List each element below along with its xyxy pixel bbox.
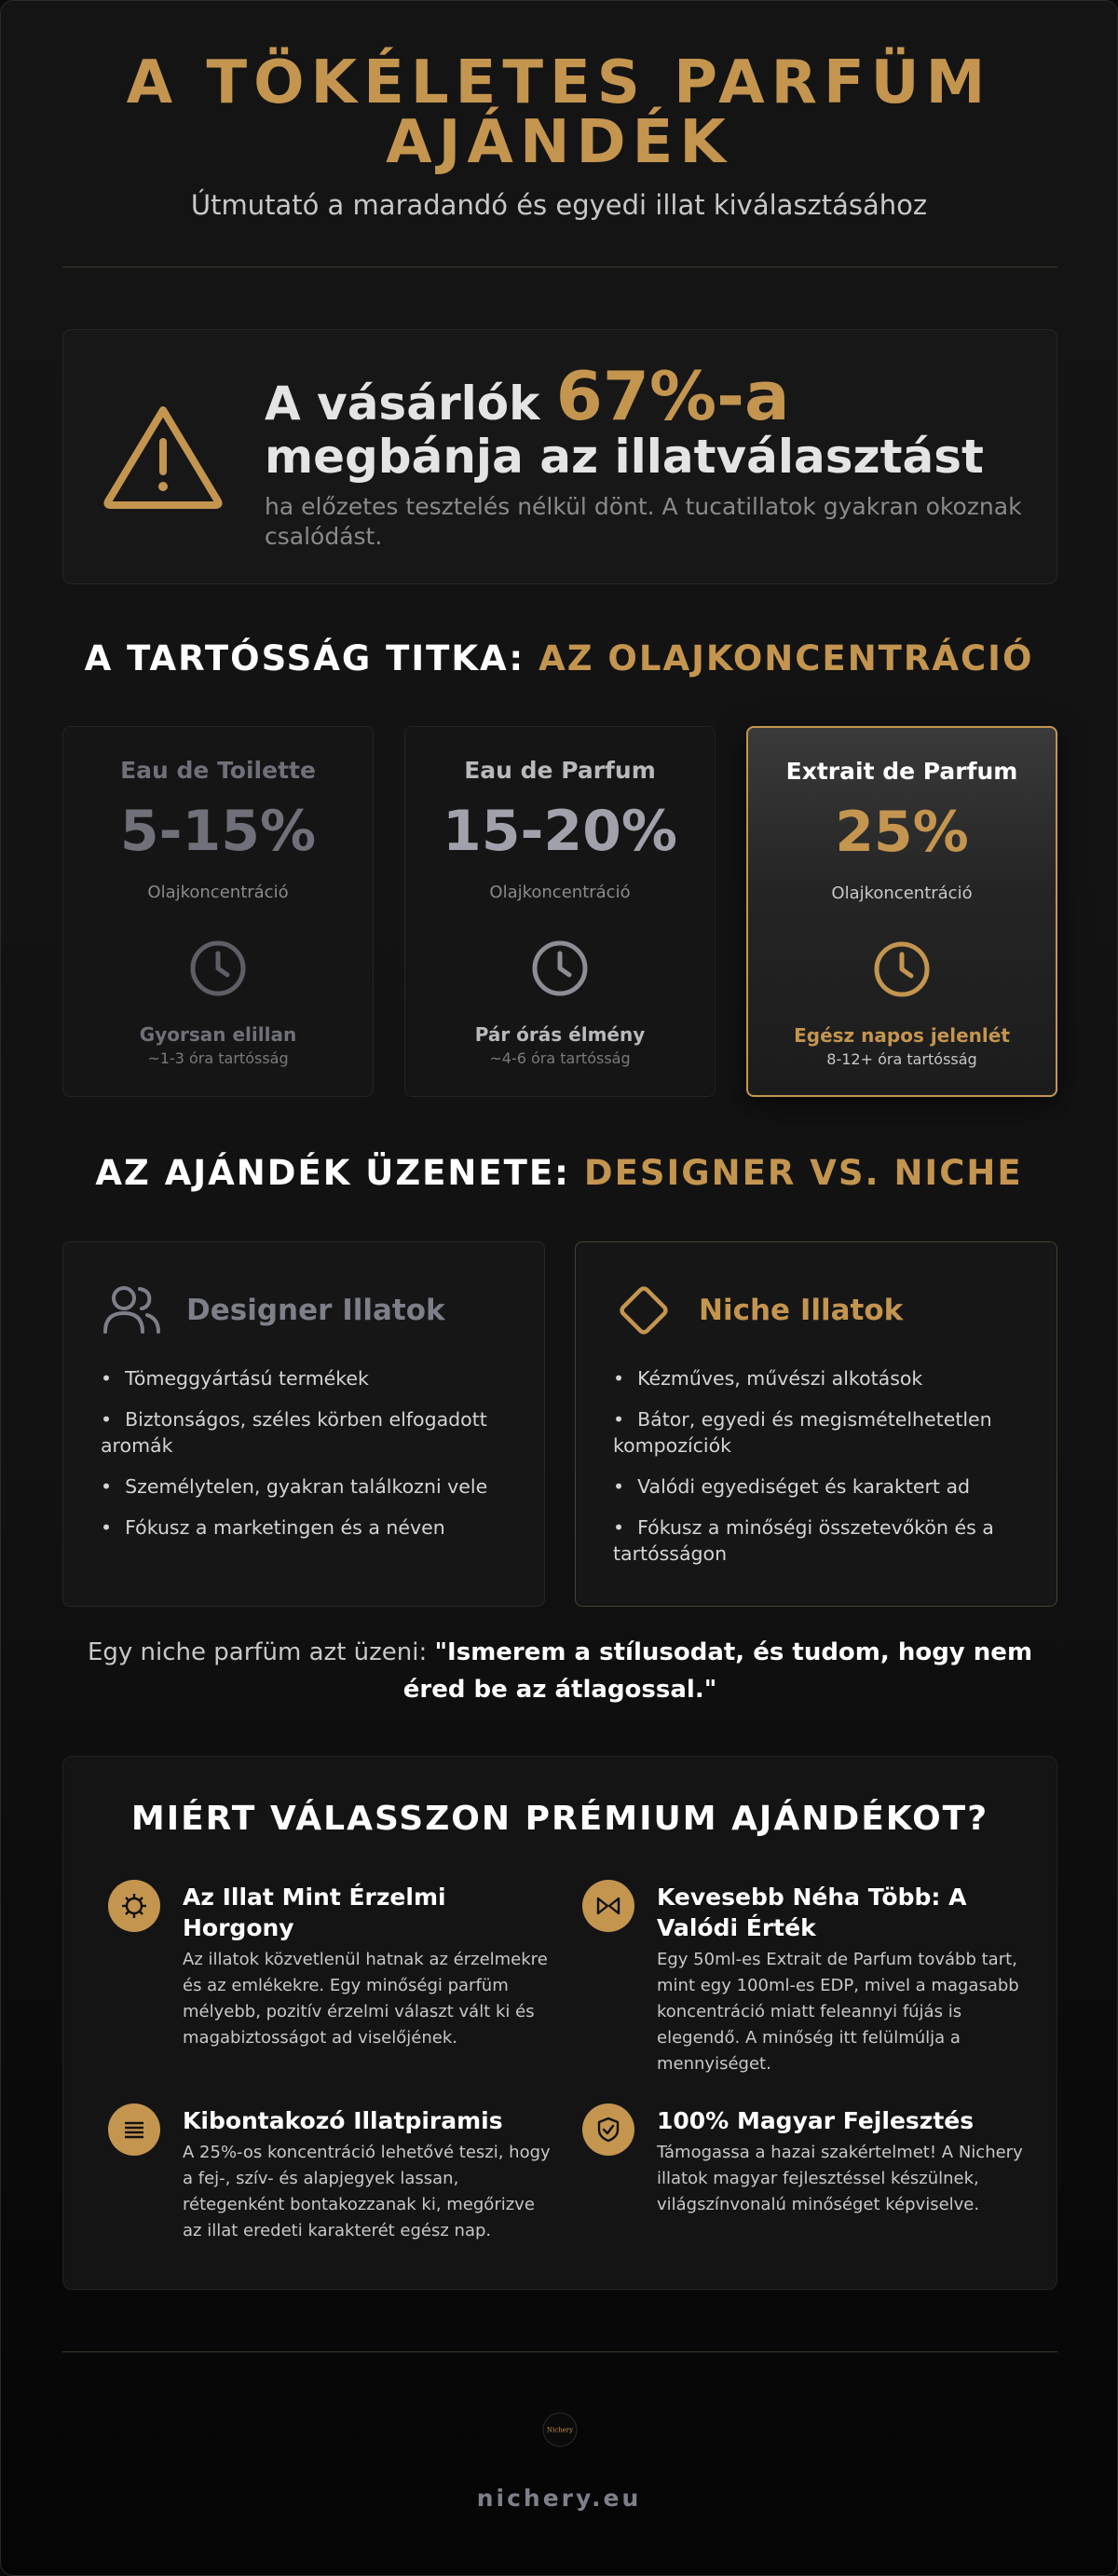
card-name: Eau de Toilette: [120, 757, 316, 784]
concentration-title-gold: AZ OLAJKONCENTRÁCIÓ: [539, 638, 1034, 678]
comparison-title: [1, 1153, 1117, 1193]
title-line-1: A TÖKÉLETES PARFÜM: [126, 48, 992, 117]
list-item: • Bátor, egyedi és megismételhetetlen kompozíciók: [613, 1406, 1023, 1459]
list-item: • Fókusz a marketingen és a néven: [101, 1514, 511, 1541]
clock-icon: [873, 940, 931, 998]
niche-card-header: [613, 1280, 903, 1341]
stat-prefix: A vásárlók: [265, 377, 556, 431]
card-label: Olajkoncentráció: [831, 884, 973, 903]
brand-logo: [541, 2411, 579, 2448]
title-line-2: AJÁNDÉK: [386, 108, 732, 177]
svg-text:Nichery: Nichery: [546, 2426, 574, 2434]
card-duration-title: Pár órás élmény: [474, 1023, 646, 1046]
list-item: • Valódi egyediséget és karaktert ad: [613, 1473, 1023, 1500]
clock-icon: [189, 939, 247, 997]
comparison-title-gold: DESIGNER VS. NICHE: [583, 1153, 1023, 1193]
feature-scent-pyramid: [183, 2105, 555, 2244]
stat-box: [62, 329, 1057, 584]
footer-domain[interactable]: nichery.eu: [476, 2485, 642, 2512]
card-label: Olajkoncentráció: [489, 883, 631, 902]
brain-icon: [108, 1880, 160, 1932]
list-item: • Fókusz a minőségi összetevőkön és a tartósságon: [613, 1514, 1023, 1567]
diamond-icon: [613, 1280, 675, 1341]
designer-title: Designer Illatok: [186, 1294, 445, 1327]
card-eau-de-toilette: [62, 726, 374, 1097]
card-duration-sub: 8-12+ óra tartósság: [826, 1050, 977, 1068]
designer-list: [101, 1365, 511, 1555]
stat-description: ha előzetes tesztelés nélkül dönt. A tucatillatok gyakran okoznak csalódást.: [265, 493, 1022, 550]
feature-text: Támogassa a hazai szakértelmet! A Nichery illatok magyar fejlesztéssel készülnek, világszínvonalú minőséget képviselve.: [657, 2143, 1023, 2214]
card-eau-de-parfum: [404, 726, 716, 1097]
stat-text: [265, 357, 1029, 552]
card-extrait-de-parfum: [746, 726, 1057, 1097]
hourglass-icon: [582, 1880, 634, 1932]
card-percent: 25%: [835, 800, 969, 865]
clock-icon: [531, 939, 589, 997]
card-label: Olajkoncentráció: [147, 883, 289, 902]
niche-quote: [62, 1634, 1057, 1708]
page-subtitle: Útmutató a maradandó és egyedi illat kiválasztásához: [190, 189, 928, 221]
feature-hungarian-development: [657, 2105, 1029, 2218]
footer-divider: [62, 2351, 1057, 2352]
feature-title: Kibontakozó Illatpiramis: [183, 2107, 503, 2134]
niche-list: [613, 1365, 1023, 1582]
feature-text: Az illatok közvetlenül hatnak az érzelmekre és az emlékekre. Egy minőségi parfüm mélyebb, pozitív érzelmi választ vált ki és magabiztosságot ad viselőjének.: [183, 1950, 548, 2048]
feature-text: A 25%-os koncentráció lehetővé teszi, hogy a fej-, szív- és alapjegyek lassan, rétegenként bontakozzanak ki, megőrizve az illat eredeti karakterét egész nap.: [183, 2143, 551, 2240]
stat-headline: [265, 357, 1029, 435]
quote-text: "Ismerem a stílusodat, és tudom, hogy nem éred be az átlagossal.": [402, 1638, 1033, 1704]
list-item: • Kézműves, művészi alkotások: [613, 1365, 1023, 1391]
feature-text: Egy 50ml-es Extrait de Parfum tovább tart, mint egy 100ml-es EDP, mivel a magasabb koncentráció miatt feleannyi fújás is elegendő. A minőség itt felülmúlja a mennyiséget.: [657, 1950, 1019, 2074]
feature-title: 100% Magyar Fejlesztés: [657, 2107, 975, 2134]
list-item: • Biztonságos, széles körben elfogadott aromák: [101, 1406, 511, 1459]
card-name: Extrait de Parfum: [785, 758, 1018, 785]
header: [1, 48, 1117, 221]
feature-emotional-anchor: [183, 1882, 555, 2051]
card-duration-sub: ~1-3 óra tartósság: [147, 1049, 289, 1067]
card-duration-title: Gyorsan elillan: [139, 1023, 297, 1046]
designer-card: [62, 1241, 545, 1607]
card-duration-sub: ~4-6 óra tartósság: [489, 1049, 631, 1067]
card-percent: 15-20%: [442, 799, 677, 864]
premium-title: MIÉRT VÁLASSZON PRÉMIUM AJÁNDÉKOT?: [130, 1800, 989, 1838]
comparison-title-white: AZ AJÁNDÉK ÜZENETE:: [95, 1153, 584, 1193]
feature-title: Kevesebb Néha Több: A Valódi Érték: [657, 1884, 967, 1941]
warning-triangle-icon: [102, 404, 224, 509]
quote-prefix: Egy niche parfüm azt üzeni:: [87, 1638, 435, 1666]
feature-title: Az Illat Mint Érzelmi Horgony: [183, 1884, 446, 1941]
feature-real-value: [657, 1882, 1029, 2077]
stat-percent: 67%-a: [555, 357, 790, 435]
stat-headline-2: megbánja az illatválasztást: [265, 430, 984, 484]
users-icon: [101, 1280, 162, 1341]
designer-card-header: [101, 1280, 445, 1341]
card-name: Eau de Parfum: [464, 757, 656, 784]
list-item: • Személytelen, gyakran találkozni vele: [101, 1473, 511, 1500]
premium-section: [62, 1756, 1057, 2290]
niche-title: Niche Illatok: [699, 1294, 904, 1327]
concentration-title-white: A TARTÓSSÁG TITKA:: [84, 638, 539, 678]
layers-icon: [108, 2103, 160, 2156]
list-item: • Tömeggyártású termékek: [101, 1365, 511, 1391]
card-percent: 5-15%: [119, 799, 317, 864]
niche-card: [575, 1241, 1057, 1607]
card-duration-title: Egész napos jelenlét: [794, 1024, 1010, 1047]
shield-check-icon: [582, 2103, 634, 2156]
concentration-title: [1, 638, 1117, 678]
page-title: [1, 48, 1117, 177]
